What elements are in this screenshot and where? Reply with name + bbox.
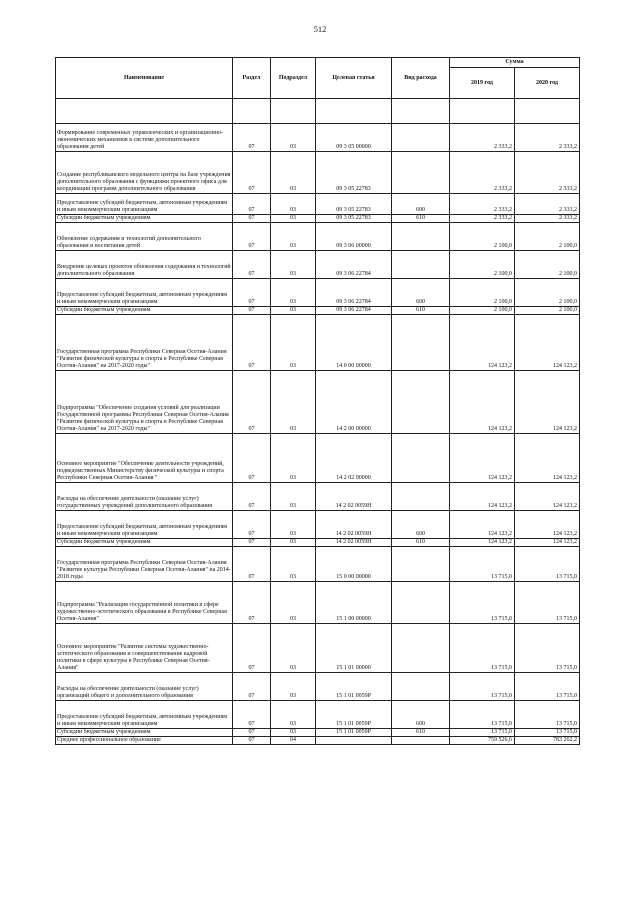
cell-y2020: 13 715,0	[515, 547, 580, 582]
cell-y2019: 2 333,2	[450, 152, 515, 194]
cell-y2019: 2 333,2	[450, 215, 515, 223]
budget-table	[55, 57, 580, 745]
cell-subsection: 03	[271, 624, 316, 673]
table-row	[56, 124, 580, 152]
table-row	[56, 152, 580, 194]
header-section: Раздел	[233, 58, 271, 99]
cell-y2019: 13 715,0	[450, 673, 515, 701]
cell-section: 07	[233, 624, 271, 673]
cell-y2020: 2 100,0	[515, 279, 580, 307]
cell-name: Предоставление субсидий бюджетным, автономным учреждениям и иным некоммерческим организациям	[56, 701, 233, 729]
cell-name: Подпрограмма "Обеспечение создания условий для реализации Государственной программы Республики Северная Осетия-Алания "Развитие физической культуры и спорта в Республике Северная Осетия-Алания" на 2017-2020 годы"	[56, 371, 233, 434]
cell-y2019: 124 123,2	[450, 434, 515, 483]
header-name: Наименование	[56, 58, 233, 99]
cell-section: 07	[233, 737, 271, 745]
cell-y2019: 124 123,2	[450, 539, 515, 547]
cell-name: Среднее профессиональное образование	[56, 737, 233, 745]
header-expense: Вид расхода	[392, 58, 450, 99]
cell-y2019: 124 123,2	[450, 371, 515, 434]
cell-y2020: 124 123,2	[515, 511, 580, 539]
cell-target: 15 1 01 0059Р	[316, 673, 392, 701]
cell-name: Расходы на обеспечение деятельности (оказание услуг) организаций общего и дополнительного образования	[56, 673, 233, 701]
table-row	[56, 737, 580, 745]
cell-name: Внедрение целевых проектов обновления содержания и технологий дополнительного образования	[56, 251, 233, 279]
cell-subsection: 03	[271, 701, 316, 729]
cell-name: Субсидии бюджетным учреждениям	[56, 307, 233, 315]
cell-y2019: 2 100,0	[450, 251, 515, 279]
cell-target: 14 2 02 0059Н	[316, 483, 392, 511]
cell-expense	[392, 624, 450, 673]
cell-target: 09 3 05 22783	[316, 194, 392, 215]
cell-subsection: 03	[271, 371, 316, 434]
cell-target: 15 1 00 00000	[316, 582, 392, 624]
cell-name: Государственная программа Республики Северная Осетия-Алания "Развитие культуры Республики Северная Осетия-Алания" на 2014-2018 годы	[56, 547, 233, 582]
cell-y2019: 124 123,2	[450, 511, 515, 539]
table-row	[56, 371, 580, 434]
header-subsection: Подраздел	[271, 58, 316, 99]
header-sum: Сумма	[450, 58, 580, 68]
cell-section: 07	[233, 547, 271, 582]
cell-y2019: 124 123,2	[450, 483, 515, 511]
cell-section: 07	[233, 673, 271, 701]
cell-target: 14 0 00 00000	[316, 315, 392, 371]
cell-section: 07	[233, 223, 271, 251]
cell-y2019: 13 715,0	[450, 729, 515, 737]
cell-y2020: 124 123,2	[515, 315, 580, 371]
cell-name: Субсидии бюджетным учреждениям	[56, 539, 233, 547]
cell-subsection: 03	[271, 152, 316, 194]
cell-target: 15 1 01 0059Р	[316, 701, 392, 729]
cell-section: 07	[233, 434, 271, 483]
table-row	[56, 194, 580, 215]
cell-section: 07	[233, 511, 271, 539]
cell-expense: 610	[392, 215, 450, 223]
table-row	[56, 315, 580, 371]
cell-name: Предоставление субсидий бюджетным, автономным учреждениям и иным некоммерческим организациям	[56, 279, 233, 307]
cell-target: 15 1 01 00000	[316, 624, 392, 673]
cell-section: 07	[233, 539, 271, 547]
cell-expense	[392, 547, 450, 582]
cell-expense: 600	[392, 511, 450, 539]
cell-expense	[392, 315, 450, 371]
cell-name: Государственная программа Республики Северная Осетия-Алания "Развитие физической культуры и спорта в Республике Северная Осетия-Алания" на 2017-2020 годы"	[56, 315, 233, 371]
cell-expense	[392, 582, 450, 624]
cell-expense: 600	[392, 279, 450, 307]
cell-y2020: 124 123,2	[515, 371, 580, 434]
cell-target: 09 3 06 22784	[316, 251, 392, 279]
cell-subsection: 03	[271, 124, 316, 152]
cell-target: 14 2 02 0059Н	[316, 539, 392, 547]
cell-expense: 610	[392, 539, 450, 547]
cell-y2019: 2 100,0	[450, 223, 515, 251]
cell-section: 07	[233, 194, 271, 215]
cell-subsection: 03	[271, 483, 316, 511]
cell-y2019: 2 333,2	[450, 194, 515, 215]
cell-name: Основное мероприятие "Обеспечение деятельности учреждений, подведомственных Министерству физической культуры и спорта Республики Северная Осетия-Алания "	[56, 434, 233, 483]
cell-y2020: 2 333,2	[515, 194, 580, 215]
table-body	[56, 99, 580, 745]
cell-name: Основное мероприятие "Развитие системы художественно-эстетического образования и совершенствование кадровой политики в сфере культуры в Республике Северная Осетия-Алания"	[56, 624, 233, 673]
cell-y2019: 13 715,0	[450, 701, 515, 729]
cell-target: 09 3 05 22783	[316, 215, 392, 223]
cell-subsection: 03	[271, 279, 316, 307]
table-row	[56, 279, 580, 307]
cell-expense	[392, 483, 450, 511]
cell-expense	[392, 434, 450, 483]
cell-subsection: 03	[271, 194, 316, 215]
cell-name: Предоставление субсидий бюджетным, автономным учреждениям и иным некоммерческим организациям	[56, 511, 233, 539]
cell-section: 07	[233, 279, 271, 307]
cell-y2020: 13 715,0	[515, 624, 580, 673]
table-row	[56, 307, 580, 315]
cell-section: 07	[233, 483, 271, 511]
cell-expense: 610	[392, 729, 450, 737]
cell-y2020: 2 100,0	[515, 307, 580, 315]
cell-target: 09 3 06 22784	[316, 307, 392, 315]
table-row	[56, 729, 580, 737]
cell-subsection: 03	[271, 215, 316, 223]
cell-expense: 610	[392, 307, 450, 315]
cell-y2020: 13 715,0	[515, 701, 580, 729]
cell-section: 07	[233, 124, 271, 152]
cell-subsection: 03	[271, 315, 316, 371]
cell-y2020: 13 715,0	[515, 582, 580, 624]
cell-name: Обновление содержания и технологий дополнительного образования и воспитания детей	[56, 223, 233, 251]
cell-target: 09 3 06 22784	[316, 279, 392, 307]
cell-name: Расходы на обеспечение деятельности (оказание услуг) государственных учреждений дополнительного образования	[56, 483, 233, 511]
cell-y2020: 2 333,2	[515, 152, 580, 194]
cell-subsection: 03	[271, 582, 316, 624]
cell-name: Субсидии бюджетным учреждениям	[56, 729, 233, 737]
table-row	[56, 223, 580, 251]
cell-subsection: 03	[271, 547, 316, 582]
cell-name: Создание республиканского модельного центра на базе учреждения дополнительного образования с функциями проектного офиса для координации программ дополнительного образования	[56, 152, 233, 194]
cell-y2019: 13 715,0	[450, 582, 515, 624]
cell-section: 07	[233, 307, 271, 315]
cell-subsection: 03	[271, 539, 316, 547]
spacer-row	[56, 99, 580, 124]
cell-y2020: 2 333,2	[515, 215, 580, 223]
cell-section: 07	[233, 315, 271, 371]
cell-y2020: 783 262,2	[515, 737, 580, 745]
page-number: 512	[313, 24, 327, 34]
cell-section: 07	[233, 215, 271, 223]
cell-y2019: 759 526,6	[450, 737, 515, 745]
cell-expense	[392, 251, 450, 279]
cell-subsection: 03	[271, 511, 316, 539]
cell-expense	[392, 673, 450, 701]
cell-y2020: 2 100,0	[515, 251, 580, 279]
table-row	[56, 582, 580, 624]
cell-target: 14 2 00 00000	[316, 371, 392, 434]
cell-subsection: 03	[271, 673, 316, 701]
cell-expense	[392, 737, 450, 745]
cell-subsection: 04	[271, 737, 316, 745]
table-row	[56, 483, 580, 511]
cell-name: Подпрограмма "Реализация государственной политики в сфере художественно-эстетического образования в Республике Северная Осетия-Алания"	[56, 582, 233, 624]
cell-expense: 600	[392, 701, 450, 729]
cell-expense	[392, 124, 450, 152]
table-row	[56, 547, 580, 582]
cell-target: 14 2 02 00000	[316, 434, 392, 483]
table-row	[56, 251, 580, 279]
table-row	[56, 511, 580, 539]
cell-y2019: 2 100,0	[450, 279, 515, 307]
cell-section: 07	[233, 371, 271, 434]
cell-y2019: 2 333,2	[450, 124, 515, 152]
cell-expense	[392, 152, 450, 194]
cell-y2020: 124 123,2	[515, 539, 580, 547]
cell-subsection: 03	[271, 251, 316, 279]
cell-y2019: 2 100,0	[450, 307, 515, 315]
cell-y2019: 124 123,2	[450, 315, 515, 371]
cell-section: 07	[233, 729, 271, 737]
cell-target: 09 3 05 00000	[316, 124, 392, 152]
cell-section: 07	[233, 152, 271, 194]
cell-section: 07	[233, 701, 271, 729]
cell-expense: 600	[392, 194, 450, 215]
header-2020: 2020 год	[515, 68, 580, 99]
cell-y2020: 2 100,0	[515, 223, 580, 251]
cell-y2020: 13 715,0	[515, 729, 580, 737]
cell-expense	[392, 371, 450, 434]
cell-expense	[392, 223, 450, 251]
cell-name: Формирование современных управленческих и организационно-экономических механизмов в системе дополнительного образования детей	[56, 124, 233, 152]
cell-target: 09 3 06 00000	[316, 223, 392, 251]
cell-subsection: 03	[271, 223, 316, 251]
table-row	[56, 673, 580, 701]
cell-target: 14 2 02 0059Н	[316, 511, 392, 539]
table-row	[56, 215, 580, 223]
cell-section: 07	[233, 251, 271, 279]
cell-y2020: 13 715,0	[515, 673, 580, 701]
table-row	[56, 539, 580, 547]
cell-y2019: 13 715,0	[450, 547, 515, 582]
cell-name: Субсидии бюджетным учреждениям	[56, 215, 233, 223]
table-row	[56, 434, 580, 483]
table-row	[56, 701, 580, 729]
cell-name: Предоставление субсидий бюджетным, автономным учреждениям и иным некоммерческим организациям	[56, 194, 233, 215]
cell-subsection: 03	[271, 729, 316, 737]
table-row	[56, 624, 580, 673]
cell-y2020: 124 123,2	[515, 434, 580, 483]
cell-y2019: 13 715,0	[450, 624, 515, 673]
cell-y2020: 124 123,2	[515, 483, 580, 511]
cell-target: 15 1 01 0059Р	[316, 729, 392, 737]
cell-y2020: 2 333,2	[515, 124, 580, 152]
cell-subsection: 03	[271, 434, 316, 483]
header-target: Целевая статья	[316, 58, 392, 99]
cell-subsection: 03	[271, 307, 316, 315]
header-2019: 2019 год	[450, 68, 515, 99]
cell-target: 15 0 00 00000	[316, 547, 392, 582]
cell-target	[316, 737, 392, 745]
cell-section: 07	[233, 582, 271, 624]
cell-target: 09 3 05 22783	[316, 152, 392, 194]
